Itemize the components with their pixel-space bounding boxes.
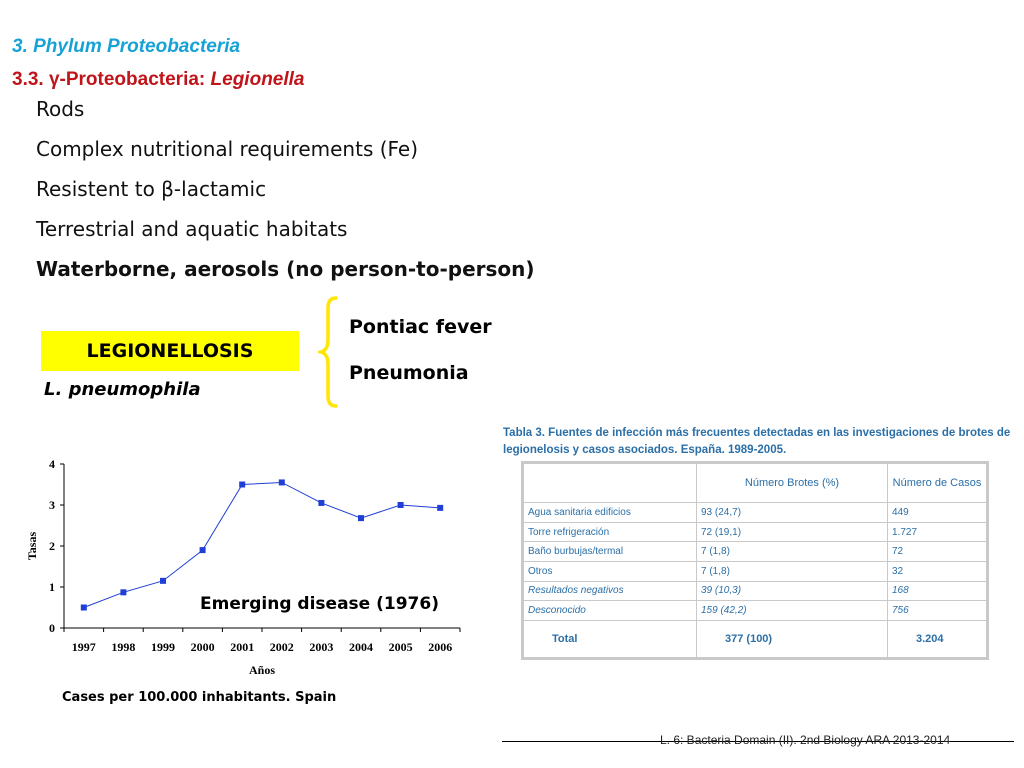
- x-axis-label: Años: [248, 663, 276, 677]
- x-tick-label: 2004: [349, 640, 373, 654]
- chart-annotation: Emerging disease (1976): [200, 594, 439, 614]
- bullet-resistance: Resistent to β-lactamic: [36, 177, 267, 201]
- table-cell: 168: [888, 581, 987, 601]
- data-point: [398, 502, 404, 508]
- table-cell: 7 (1,8): [697, 561, 888, 581]
- data-point: [160, 578, 166, 584]
- x-tick-label: 2003: [309, 640, 334, 654]
- table-total-outbreaks: 377 (100): [697, 620, 888, 657]
- table-cell: Otros: [524, 561, 697, 581]
- table-header-cell: [524, 464, 697, 503]
- bullet-habitats: Terrestrial and aquatic habitats: [36, 217, 348, 241]
- bullet-nutrition: Complex nutritional requirements (Fe): [36, 137, 419, 161]
- x-tick-label: 1999: [151, 640, 175, 654]
- bullet-rods: Rods: [36, 97, 85, 121]
- table-cell: 756: [888, 601, 987, 621]
- x-tick-label: 2005: [388, 640, 413, 654]
- infection-sources-table: [521, 461, 989, 660]
- table-cell: Desconocido: [524, 601, 697, 621]
- table-row: [524, 542, 987, 562]
- table-row: [524, 503, 987, 523]
- table-header-cell: Número Brotes (%): [697, 464, 888, 503]
- data-point: [437, 505, 443, 511]
- y-tick-label: 3: [49, 498, 55, 512]
- y-axis-label: Tasas: [25, 531, 39, 561]
- data-point: [120, 589, 126, 595]
- legionellosis-label: LEGIONELLOSIS: [41, 331, 299, 371]
- table-header-row: [524, 464, 987, 503]
- chart-caption: Cases per 100.000 inhabitants. Spain: [62, 690, 337, 705]
- disease-pontiac-fever: Pontiac fever: [349, 316, 492, 338]
- subsection-prefix: 3.3. γ-Proteobacteria:: [12, 69, 211, 90]
- x-tick-label: 2001: [230, 640, 255, 654]
- section-title: 3. Phylum Proteobacteria: [12, 36, 241, 57]
- table-row: [524, 561, 987, 581]
- table-cell: 159 (42,2): [697, 601, 888, 621]
- y-tick-label: 0: [49, 621, 55, 635]
- y-tick-label: 1: [49, 580, 55, 594]
- table-cell: 7 (1,8): [697, 542, 888, 562]
- subsection-genus: Legionella: [210, 69, 305, 90]
- table-row: [524, 522, 987, 542]
- x-tick-label: 2000: [190, 640, 215, 654]
- bullet-transmission: Waterborne, aerosols (no person-to-person): [36, 257, 535, 281]
- species-name: L. pneumophila: [44, 379, 201, 400]
- table-row: [524, 581, 987, 601]
- curly-brace-icon: [318, 296, 342, 408]
- table-cell: 72 (19,1): [697, 522, 888, 542]
- x-tick-label: 2006: [428, 640, 453, 654]
- series-line: [84, 482, 440, 607]
- table-total-label: Total: [524, 620, 697, 657]
- table-cell: 72: [888, 542, 987, 562]
- x-tick-label: 1998: [111, 640, 136, 654]
- data-point: [81, 605, 87, 611]
- table-title: Tabla 3. Fuentes de infección más frecuentes detectadas en las investigaciones de brotes de legionelosis y casos asociados. España. 1989-2005.: [503, 427, 1011, 456]
- x-tick-label: 1997: [71, 640, 96, 654]
- table-cell: 93 (24,7): [697, 503, 888, 523]
- data-point: [279, 479, 285, 485]
- footer-text: L. 6: Bacteria Domain (II). 2nd Biology ARA 2013-2014: [660, 733, 951, 747]
- table-cell: Torre refrigeración: [524, 522, 697, 542]
- table-cell: Resultados negativos: [524, 581, 697, 601]
- table-total-cases: 3.204: [888, 620, 987, 657]
- subsection-title: [12, 69, 305, 91]
- table-cell: 39 (10,3): [697, 581, 888, 601]
- data-point: [239, 482, 245, 488]
- disease-pneumonia: Pneumonia: [349, 362, 469, 384]
- table-total-row: [524, 620, 987, 657]
- data-point: [318, 500, 324, 506]
- y-tick-label: 2: [49, 539, 55, 553]
- table-header-cell: Número de Casos: [888, 464, 987, 503]
- table-cell: 449: [888, 503, 987, 523]
- y-tick-label: 4: [49, 457, 55, 471]
- x-tick-label: 2002: [269, 640, 294, 654]
- table-cell: 32: [888, 561, 987, 581]
- table-row: [524, 601, 987, 621]
- table-cell: Agua sanitaria edificios: [524, 503, 697, 523]
- table-cell: Baño burbujas/termal: [524, 542, 697, 562]
- incidence-line-chart: [20, 452, 470, 682]
- table-cell: 1.727: [888, 522, 987, 542]
- data-point: [358, 515, 364, 521]
- data-point: [200, 547, 206, 553]
